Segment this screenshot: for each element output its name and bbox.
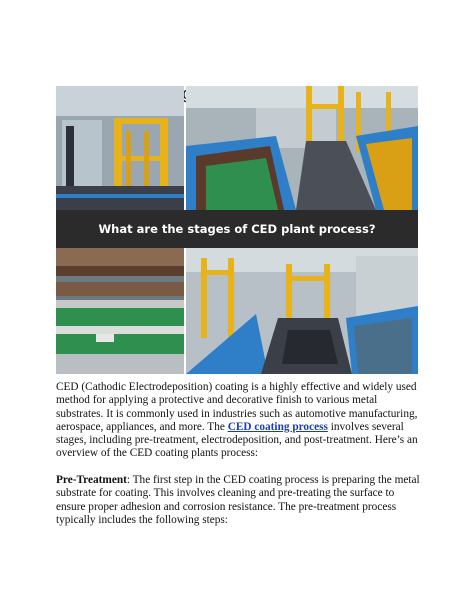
photo-bottom-right [186, 248, 418, 374]
intro-text-before: CED (Cathodic Electrodeposition) coating is a highly effective and widely used method for applying a protective and decorative finish to various metal substrates. It is commonly used in industries such as automotive manufacturing, aerospace, appliances, and more. The [56, 381, 418, 433]
banner-title: What are the stages of CED plant process? [98, 222, 376, 236]
photo-bottom-left [56, 248, 184, 374]
pretreatment-text: : The first step in the CED coating process is preparing the metal substrate for coating. This involves cleaning and pre-treating the surface to ensure proper adhesion and corrosion resistance. The pre-treatment process typically includes the following steps: [56, 474, 420, 526]
photo-top-right [186, 86, 418, 210]
pretreatment-heading: Pre-Treatment [56, 474, 127, 486]
photo-top-left [56, 86, 184, 210]
pretreatment-paragraph [56, 474, 422, 527]
intro-text-after: involves several stages, including pre-treatment, electrodeposition, and post-treatment. Here’s an overview of the CED coating plants process: [56, 420, 418, 460]
ced-coating-process-link[interactable]: CED coating process [227, 420, 328, 433]
intro-paragraph [56, 381, 422, 461]
hero-image [56, 86, 418, 374]
page-title: stages [159, 84, 211, 103]
